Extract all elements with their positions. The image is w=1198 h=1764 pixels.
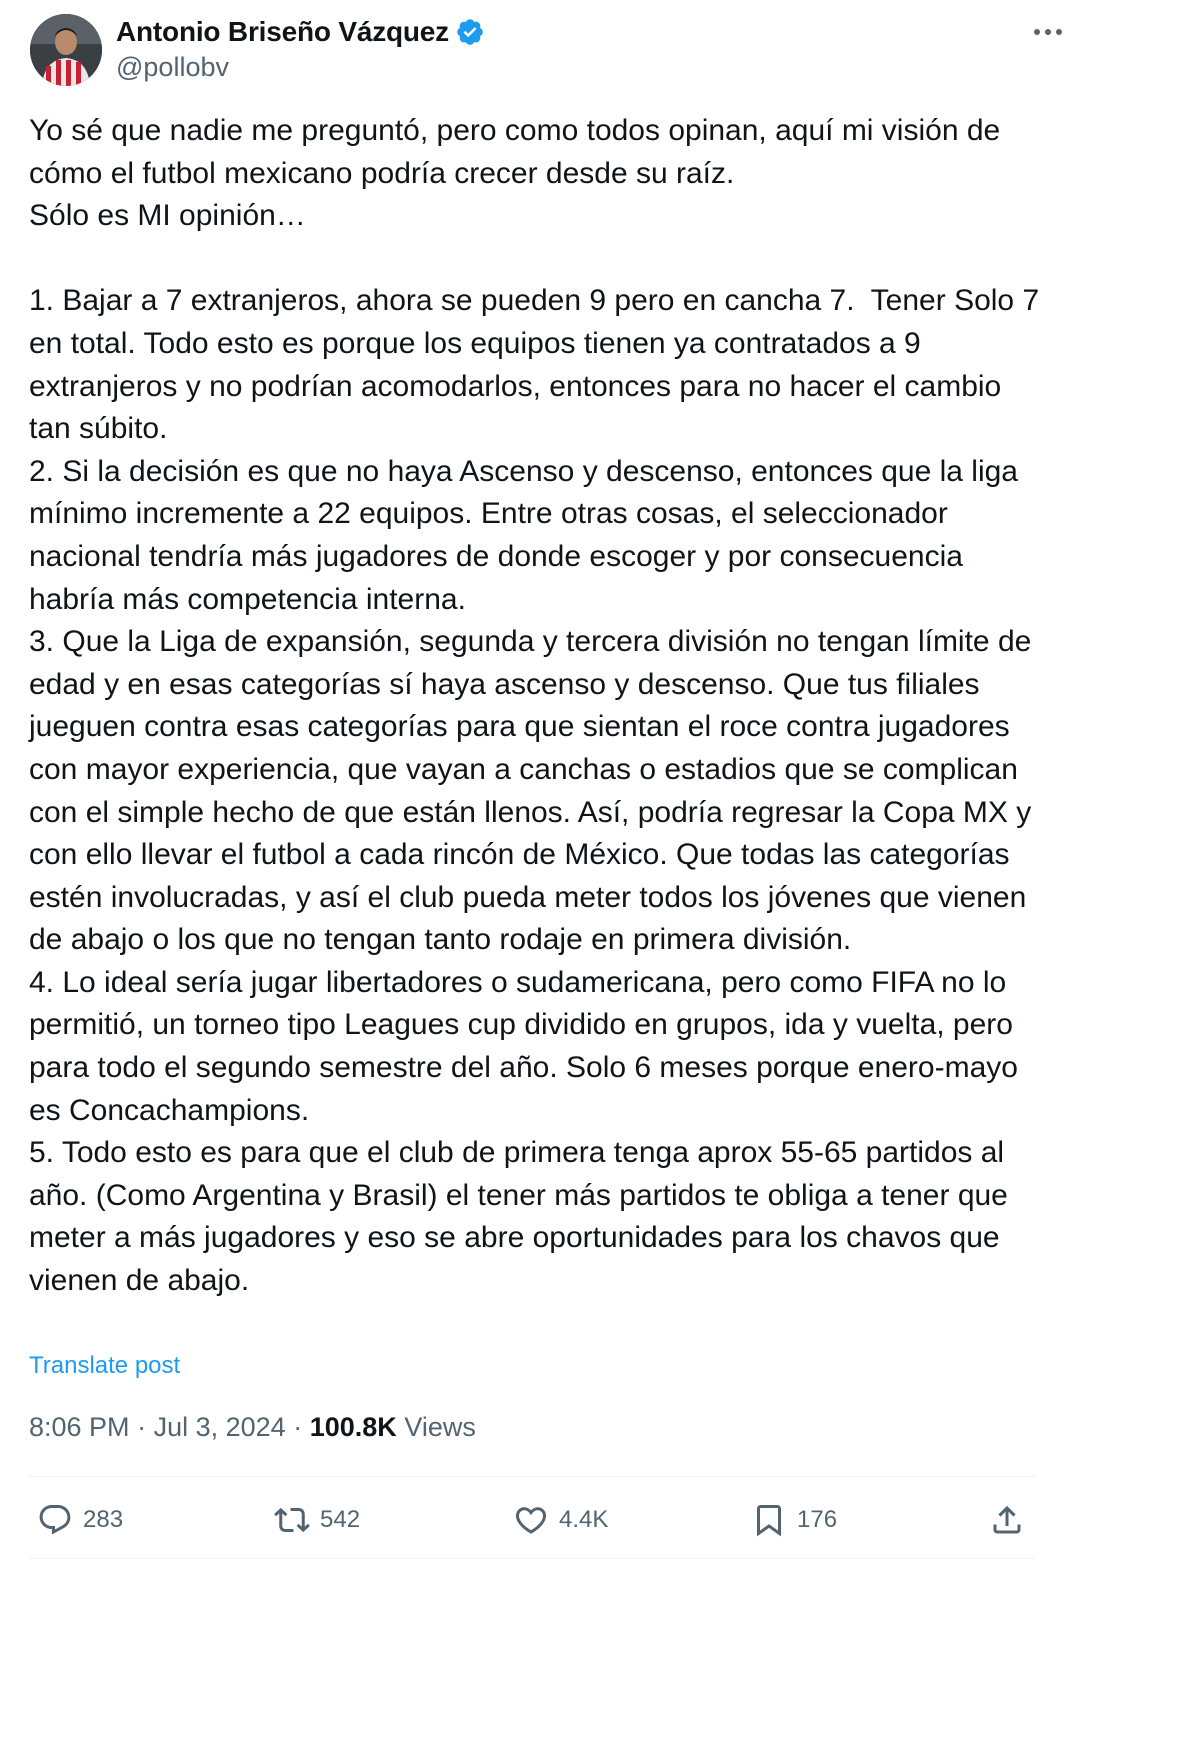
views-label: Views [404,1412,476,1442]
bookmark-icon [751,1502,787,1538]
views-count: 100.8K [309,1412,397,1442]
meta-separator: · [137,1412,147,1442]
action-bar [29,1490,1035,1550]
reply-icon [37,1502,73,1538]
verified-badge-icon[interactable] [455,17,485,47]
post-time[interactable]: 8:06 PM [29,1412,130,1442]
author-handle[interactable]: @pollobv [116,52,229,82]
reply-button[interactable] [37,1490,123,1550]
like-icon [513,1502,549,1538]
meta-separator: · [293,1412,303,1442]
author-name-row [116,14,485,50]
translate-post-link[interactable]: Translate post [29,1352,181,1379]
divider [29,1558,1035,1559]
repost-icon [274,1502,310,1538]
more-options-icon[interactable] [1028,14,1068,50]
author-display-name[interactable]: Antonio Briseño Vázquez [116,16,449,47]
share-button[interactable] [989,1490,1025,1550]
post-text: Yo sé que nadie me preguntó, pero como todos opinan, aquí mi visión de cómo el futbol mexicano podría crecer desde su raíz. Sólo es MI opinión… 1. Bajar a 7 extranjeros, ahora se pueden 9 pero en cancha 7. Tener Solo 7 en total. Todo esto es porque los equipos tienen ya contratados a 9 extranjeros y no podrían acomodarlos, entonces para no hacer el cambio tan súbito. 2. Si la decisión es que no haya Ascenso y descenso, entonces que la liga mínimo incremente a 22 equipos. Entre otras cosas, el seleccionador nacional tendría más jugadores de donde escoger y por consecuencia habría más competencia interna. 3. Que la Liga de expansión, segunda y tercera división no tengan límite de edad y en esas categorías sí haya ascenso y descenso. Que tus filiales jueguen contra esas categorías para que sientan el roce contra jugadores con mayor experiencia, que vayan a canchas o estadios que se complican con el simple hecho de que están llenos. Así, podría regresar la Copa MX y con ello llevar el futbol a cada rincón de México. Que todas las categorías estén involucradas, y así el club pueda meter todos los jóvenes que vienen de abajo o los que no tengan tanto rodaje en primera división. 4. Lo ideal sería jugar libertadores o sudamericana, pero como FIFA no lo permitió, un torneo tipo Leagues cup dividido en grupos, ida y vuelta, pero para todo el segundo semestre del año. Solo 6 meses porque enero-mayo es Concachampions. 5. Todo esto es para que el club de primera tenga aprox 55-65 partidos al año. (Como Argentina y Brasil) el tener más partidos te obliga a tener que meter a más jugadores y eso se abre oportunidades para los chavos que vienen de abajo. [29,114,1040,1298]
divider [29,1476,1035,1477]
post-meta [29,1412,476,1443]
repost-count: 542 [320,1506,361,1533]
post-date[interactable]: Jul 3, 2024 [153,1412,286,1442]
like-count: 4.4K [559,1506,609,1533]
bookmark-count: 176 [797,1506,838,1533]
views-space [397,1412,405,1443]
like-button[interactable] [513,1490,608,1550]
repost-button[interactable] [274,1490,360,1550]
avatar[interactable] [30,14,102,86]
avatar-image [30,14,102,86]
share-icon [989,1502,1025,1538]
reply-count: 283 [83,1506,124,1533]
bookmark-button[interactable] [751,1490,837,1550]
